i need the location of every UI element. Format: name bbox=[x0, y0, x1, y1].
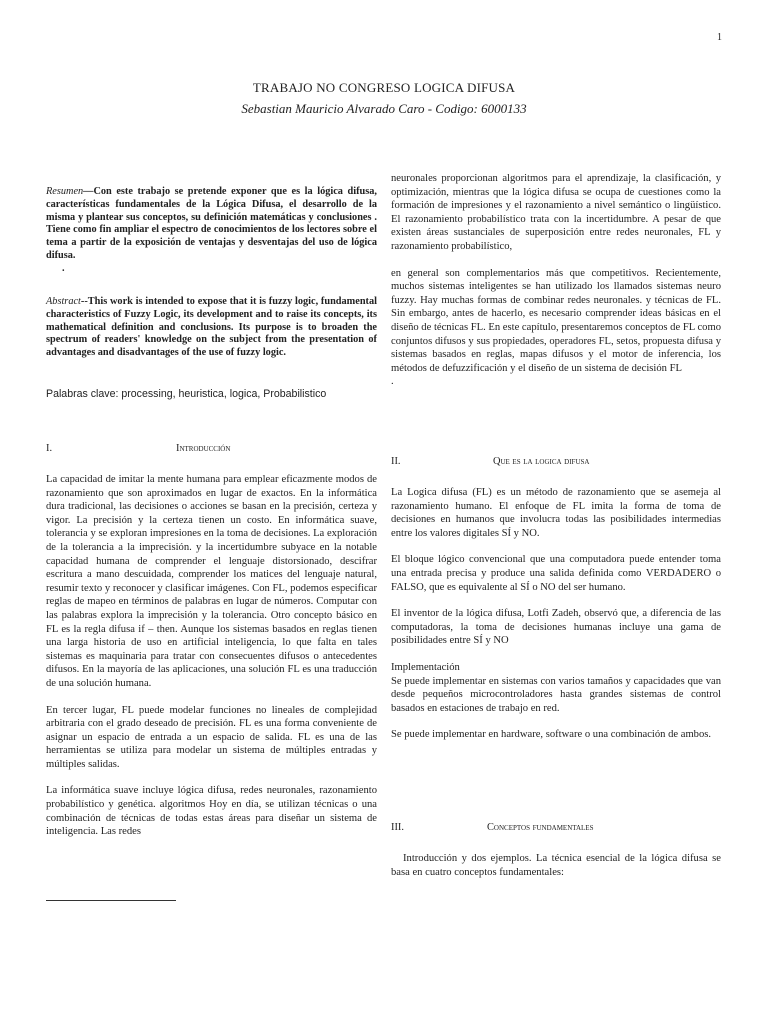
paragraph: neuronales proporcionan algoritmos para el aprendizaje, la clasificación, y optimización, mientras que la lógica difusa se ocupa de cuestiones como la formación de impresiones y el razonamiento a nivel semántico o lingüístico. El razonamiento probabilístico trata con la incertidumbre. A pesar de que existen áreas sustanciales de superposición entre redes neuronales, FL y razonamiento probabilístico, bbox=[391, 173, 721, 252]
section-number: II. bbox=[391, 456, 401, 467]
paragraph: La informática suave incluye lógica difusa, redes neuronales, razonamiento probabilístico y genética. algoritmos Hoy en día, se utilizan técnicas o una combinación de técnicas de todas estas áreas para diseñar un sistema de inteligencia. Las redes bbox=[46, 785, 377, 838]
page-number: 1 bbox=[717, 32, 722, 43]
footnote-separator bbox=[46, 900, 176, 901]
paragraph: en general son complementarios más que competitivos. Recientemente, muchos sistemas inteligentes se han utilizado los llamados sistemas neuro fuzzy. Hay muchas formas de combinar redes neuronales. y técnicas de FL. Sin embargo, antes de hacerlo, es necesario comprender ideas básicas en el diseño de técnicas FL. En este capítulo, presentaremos conceptos de FL como conjuntos difusos y sus propiedades, operadores FL, setos, propuesta difusa y sistemas basados en reglas, mapas difusos y el motor de inferencia, los métodos de defuzzificación y el diseño de un sistema de decisión FL bbox=[391, 267, 721, 374]
section-heading-que-es bbox=[391, 456, 721, 470]
paragraph: Se puede implementar en sistemas con varios tamaños y capacidades que van desde pequeños microcontroladores hasta grandes sistemas de control basados en estaciones de trabajo en red. bbox=[391, 675, 721, 714]
paragraph: La capacidad de imitar la mente humana para emplear eficazmente modos de razonamiento que son aproximados en lugar de exactos. En la informática dura tradicional, las decisiones o acciones se basan en la precisión, certeza y vigor. La precisión y la certeza tienen un costo. En informática suave, tolerancia y se exploran impresiones en la toma de decisiones. La exploración de la tolerancia a la imprecisión. y la incertidumbre subyace en la notable capacidad humana de comprender el lenguaje distorsionado, descifrar escritura a mano descuidada, comprender los matices del lenguaje natural, resumir texto y reconocer y clasificar imágenes. Con FL, podemos especificar reglas de mapeo en términos de palabras en lugar de números. Computar con las palabras explora la imprecisión y la tolerancia. Otro concepto básico en FL es la regla difusa if – then. Aunque los sistemas basados en reglas tienen una larga historia de uso en artificial inteligencia, lo que falta en tales sistemas es maquinaria para tratar con consecuentes difusos o antecedentes difusos. En la mayoría de las aplicaciones, una solución FL es una traducción de una solución humana. bbox=[46, 474, 377, 689]
section-number: III. bbox=[391, 822, 404, 833]
section-title: Que es la logica difusa bbox=[493, 456, 590, 467]
paragraph: El bloque lógico convencional que una computadora puede entender toma una entrada precisa y produce una salida definida como VERDADERO o FALSO, que es equivalente al SÍ o NO del ser humano. bbox=[391, 554, 721, 593]
right-body-top bbox=[391, 172, 721, 389]
section-number: I. bbox=[46, 443, 53, 454]
keywords: Palabras clave: processing, heuristica, logica, Probabilistico bbox=[46, 388, 327, 400]
right-body-middle bbox=[391, 486, 721, 742]
section-heading-introduccion bbox=[46, 443, 377, 457]
right-body-bottom bbox=[391, 852, 721, 879]
paragraph: Se puede implementar en hardware, software o una combinación de ambos. bbox=[391, 729, 712, 741]
paragraph: El inventor de la lógica difusa, Lotfi Zadeh, observó que, a diferencia de las computadoras, la toma de decisiones humanas incluye una gama de posibilidades entre SÍ y NO bbox=[391, 608, 721, 647]
section-title: Conceptos fundamentales bbox=[487, 822, 594, 833]
section-heading-conceptos bbox=[391, 822, 721, 836]
section-title: Introducción bbox=[176, 443, 231, 454]
resumen-block bbox=[46, 186, 377, 276]
paper-authors: Sebastian Mauricio Alvarado Caro - Codigo: 6000133 bbox=[241, 101, 527, 116]
left-body bbox=[46, 473, 377, 839]
resumen-lead: Resumen bbox=[46, 186, 84, 197]
paragraph: La Logica difusa (FL) es un método de razonamiento que se asemeja al razonamiento humano. El enfoque de FL imita la forma de toma de decisiones en humanos que involucra todas las posibilidades intermedias entre los valores digitales SÍ y NO. bbox=[391, 487, 721, 539]
resumen-text: —Con este trabajo se pretende exponer que es la lógica difusa, características fundamentales de la Lógica Difusa, el desarrollo de la misma y plantear sus conceptos, su definición matemáticas y conclusiones . Tiene como fin ampliar el espectro de conocimientos de los lectores sobre el tema a partir de la exposición de ventajas y desventajas del uso de lógica difusa. bbox=[46, 186, 377, 261]
abstract-text: --This work is intended to expose that it is fuzzy logic, fundamental characteristics of Fuzzy Logic, its development and to raise its concepts, its mathematical definition and conclusions. Its purpose is to broaden the spectrum of readers' knowledge on the subject from the presentation of advantages and disadvantages of the use of fuzzy logic. bbox=[46, 296, 377, 359]
paragraph: En tercer lugar, FL puede modelar funciones no lineales de complejidad arbitraria con el grado deseado de precisión. FL es una forma conveniente de asignar un espacio de entrada a un espacio de salida. FL es una de las herramientas se utiliza para modelar un sistema de múltiples entradas y múltiples salidas. bbox=[46, 704, 377, 770]
abstract-block bbox=[46, 296, 377, 360]
paragraph-trailing: . bbox=[391, 376, 394, 388]
abstract-lead: Abstract bbox=[46, 296, 81, 307]
subheading-implementacion: Implementación bbox=[391, 661, 460, 673]
paper-title: TRABAJO NO CONGRESO LOGICA DIFUSA bbox=[252, 80, 516, 95]
paragraph: Introducción y dos ejemplos. La técnica esencial de la lógica difusa se basa en cuatro conceptos fundamentales: bbox=[391, 853, 721, 878]
resumen-trailing: . bbox=[62, 262, 65, 274]
